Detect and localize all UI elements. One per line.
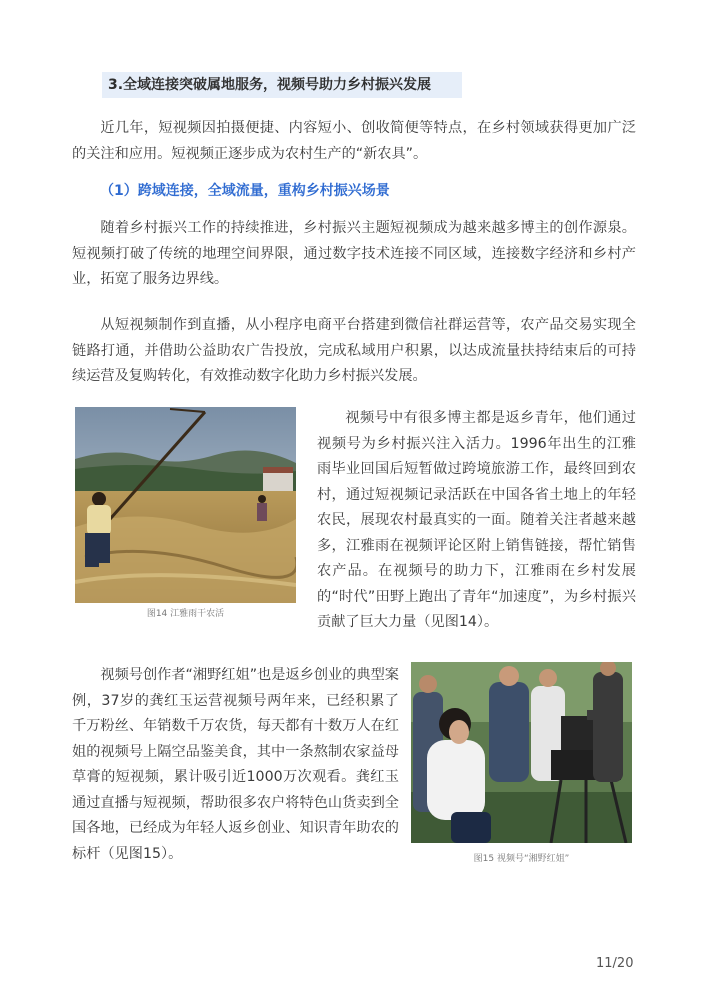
figure-15-caption: 图15 视频号“湘野红姐” <box>473 854 570 864</box>
subsection-title: （1）跨域连接，全域流量，重构乡村振兴场景 <box>100 183 390 199</box>
filming-crew-illustration <box>411 662 632 843</box>
farm-work-illustration <box>75 407 296 603</box>
figure-14-caption: 图14 江雅雨干农活 <box>146 609 225 619</box>
paragraph-intro: 近几年，短视频因拍摄便捷、内容短小、创收简便等特点，在乡村领域获得更加广泛的关注和应用。短视频正逐步成为农村生产的“新农具”。 <box>72 120 636 162</box>
section-title: 3.全域连接突破属地服务，视频号助力乡村振兴发展 <box>102 72 462 98</box>
figure-14-photo <box>75 407 296 603</box>
figure-15-photo <box>411 662 632 843</box>
paragraph-jiang-yayu: 视频号中有很多博主都是返乡青年，他们通过视频号为乡村振兴注入活力。1996年出生的江雅雨毕业回国后短暂做过跨境旅游工作，最终回到农村，通过短视频记录活跃在中国各省土地上的年轻农民，展现农村最真实的一面。随着关注者越来越多，江雅雨在视频评论区附上销售链接，帮忙销售农产品。在视频号的助力下，江雅雨在乡村发展的“时代”田野上跑出了青年“加速度”，为乡村振兴贡献了巨大力量（见图14）。 <box>317 410 636 630</box>
paragraph-rural-theme: 随着乡村振兴工作的持续推进，乡村振兴主题短视频成为越来越多博主的创作源泉。短视频打破了传统的地理空间界限，通过数字技术连接不同区域，连接数字经济和乡村产业，拓宽了服务边界线。 <box>72 220 636 287</box>
page-number: 11/20 <box>596 956 634 971</box>
paragraph-live-commerce: 从短视频制作到直播，从小程序电商平台搭建到微信社群运营等，农产品交易实现全链路打通，并借助公益助农广告投放，完成私域用户积累，以达成流量扶持结束后的可持续运营及复购转化，有效推动数字化助力乡村振兴发展。 <box>72 317 636 384</box>
paragraph-xiangye-hongjie: 视频号创作者“湘野红姐”也是返乡创业的典型案例，37岁的龚红玉运营视频号两年来，已经积累了千万粉丝、年销数千万农货，每天都有十数万人在红姐的视频号上隔空品鉴美食，其中一条熬制农家益母草膏的短视频，累计吸引近1000万次观看。龚红玉通过直播与短视频，帮助很多农户将特色山货卖到全国各地，已经成为年轻人返乡创业、知识青年助农的标杆（见图15）。 <box>72 667 399 862</box>
